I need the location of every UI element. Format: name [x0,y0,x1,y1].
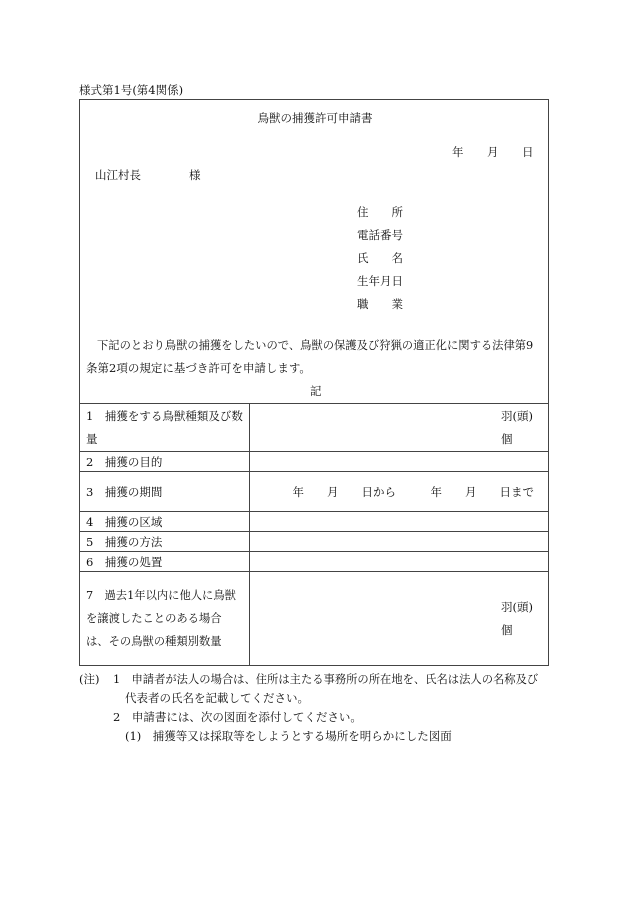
unit-birds-animals: 羽(頭) [501,409,533,423]
method-cell[interactable] [250,532,549,552]
items-table [79,403,549,666]
item-label-transfer: 7 過去1年以内に他人に鳥獣 を譲渡したことのある場合 は、その鳥獣の種類別数量 [80,572,250,666]
field-phone: 電話番号 [357,228,403,242]
note-2: 2 申請書には、次の図面を添付してください。 [113,710,362,724]
item-label-purpose: 2 捕獲の目的 [80,452,250,472]
area-cell[interactable] [250,512,549,532]
request-line-1: 下記のとおり鳥獣の捕獲をしたいので、鳥獣の保護及び狩猟の適正化に関する法律第9 [97,339,534,352]
notes-prefix: (注) [79,672,100,686]
period-cell[interactable] [250,472,549,512]
note-1-line-2: 代表者の氏名を記載してください。 [125,691,309,705]
disposal-cell[interactable] [250,552,549,572]
period-text: 年 月 日から 年 月 日まで [292,484,534,499]
item-label-period: 3 捕獲の期間 [80,472,250,512]
request-line-2: 条第2項の規定に基づき許可を申請します。 [86,361,311,375]
date-day: 日 [522,145,534,159]
date-year: 年 [452,145,464,159]
table-row [80,452,549,472]
item-label-species: 1 捕獲をする鳥獣種類及び数 量 [80,404,250,452]
field-address: 住 所 [357,205,403,219]
field-occupation: 職 業 [357,297,403,311]
table-row [80,572,549,666]
unit-birds-animals: 羽(頭) [501,600,533,614]
species-quantity-cell[interactable] [250,404,549,452]
note-1-line-1: 1 申請者が法人の場合は、住所は主たる事務所の所在地を、氏名は法人の名称及び [113,673,539,686]
table-row [80,404,549,452]
table-row [80,532,549,552]
unit-eggs: 個 [501,623,513,637]
date-month: 月 [487,145,499,159]
item-label-area: 4 捕獲の区域 [80,512,250,532]
item-label-disposal: 6 捕獲の処置 [80,552,250,572]
document-title: 鳥獣の捕獲許可申請書 [257,111,373,125]
addressee-honorific: 様 [189,168,201,182]
unit-eggs: 個 [501,432,513,446]
field-birthdate: 生年月日 [357,274,403,288]
form-number: 様式第1号(第4関係) [79,83,184,97]
purpose-cell[interactable] [250,452,549,472]
table-row [80,512,549,532]
ki-heading: 記 [310,384,322,398]
addressee-name: 山江村長 [95,168,141,182]
field-name: 氏 名 [357,251,403,265]
table-row [80,472,549,512]
table-row [80,552,549,572]
transfer-quantity-cell[interactable] [250,572,549,666]
item-label-method: 5 捕獲の方法 [80,532,250,552]
note-2-sub-1: (1) 捕獲等又は採取等をしようとする場所を明らかにした図面 [125,729,452,743]
